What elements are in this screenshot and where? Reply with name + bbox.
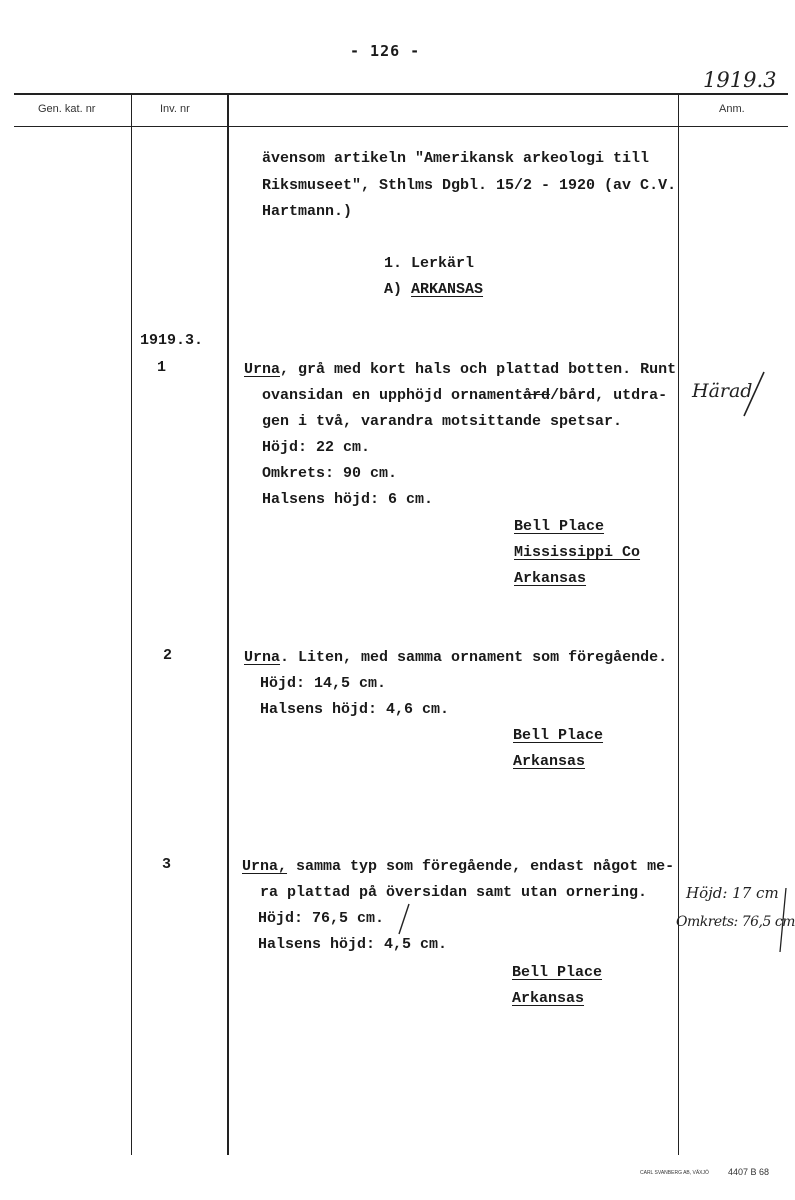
handwritten-bracket-mark — [776, 886, 790, 956]
entry-3-desc-1: samma typ som föregående, endast något me- — [287, 858, 675, 875]
handwritten-catalogue-id: 1919.3 — [703, 68, 777, 92]
entry-2-measure-2: Halsens höjd: 4,6 cm. — [260, 701, 450, 718]
column-header-inv-nr: Inv. nr — [160, 103, 190, 115]
entry-1-inv: 1 — [157, 359, 167, 376]
entry-1-line-3: gen i två, varandra motsittande spetsar. — [262, 413, 623, 430]
entry-2-inv: 2 — [163, 647, 173, 664]
entry-1-measure-2: Omkrets: 90 cm. — [262, 465, 398, 482]
entry-3-handwritten-note-2: Omkrets: 76,5 cm — [676, 914, 795, 930]
entry-1-measure-3: Halsens höjd: 6 cm. — [262, 491, 434, 508]
entry-1-place-1: Bell Place — [514, 518, 605, 535]
column-divider-2 — [227, 93, 229, 1155]
column-divider-3 — [678, 93, 679, 1155]
entry-2-sep: . — [280, 649, 290, 666]
entry-3-title: Urna — [242, 858, 279, 875]
entry-1-sep: , — [280, 361, 290, 378]
entry-3-inv: 3 — [162, 856, 172, 873]
column-header-anm: Anm. — [719, 103, 745, 115]
entry-3-line-2: ra plattad på översidan samt utan ornering. — [260, 884, 648, 901]
entry-1-place-2: Mississippi Co — [514, 544, 641, 561]
section-heading: 1. Lerkärl — [384, 255, 475, 272]
printer-imprint: CARL SVANBERG AB, VÄXJÖ — [640, 1170, 709, 1176]
entry-1-place-3: Arkansas — [514, 570, 587, 587]
entry-3-handwritten-note-1: Höjd: 17 cm — [686, 884, 779, 902]
entry-1-handwritten-note: Härad — [692, 380, 753, 402]
entry-2-title: Urna — [244, 649, 281, 666]
column-header-gen-kat-nr: Gen. kat. nr — [38, 103, 96, 115]
entry-2-place-1: Bell Place — [513, 727, 604, 744]
entry-1-line-1 — [244, 361, 676, 379]
entry-1-struck-text: ård — [523, 387, 551, 404]
catalogue-prefix: 1919.3. — [140, 332, 204, 349]
entry-1-desc-2a: ovansidan en upphöjd ornament — [262, 387, 524, 404]
subsection-title: ARKANSAS — [411, 281, 484, 298]
entry-1-line-2 — [262, 387, 667, 405]
entry-3-sep: , — [278, 858, 288, 875]
subsection-heading — [384, 281, 483, 299]
handwritten-slash-mark — [738, 370, 768, 420]
entry-1-desc-2b: /bård, utdra- — [550, 387, 668, 404]
entry-3-line-1 — [242, 858, 674, 876]
entry-1-title: Urna — [244, 361, 281, 378]
entry-3-place-1: Bell Place — [512, 964, 603, 981]
entry-2-place-2: Arkansas — [513, 753, 586, 770]
entry-1-desc-1: grå med kort hals och plattad botten. Runt — [289, 361, 677, 378]
page-number: - 126 - — [350, 42, 421, 60]
subsection-prefix: A) — [384, 281, 412, 298]
intro-line-2: Riksmuseet", Sthlms Dgbl. 15/2 - 1920 (av C.V. — [262, 177, 677, 194]
entry-3-measure-2: Halsens höjd: 4,5 cm. — [258, 936, 448, 953]
column-divider-1 — [131, 93, 132, 1155]
entry-1-measure-1: Höjd: 22 cm. — [262, 439, 371, 456]
entry-2-measure-1: Höjd: 14,5 cm. — [260, 675, 387, 692]
entry-2-line-1 — [244, 649, 667, 667]
form-number: 4407 B 68 — [728, 1167, 770, 1177]
entry-3-measure-1: Höjd: 76,5 cm. — [258, 910, 385, 927]
intro-line-1: ävensom artikeln "Amerikansk arkeologi till — [262, 150, 650, 167]
intro-line-3: Hartmann.) — [262, 203, 353, 220]
entry-2-desc-1: Liten, med samma ornament som föregående. — [289, 649, 668, 666]
entry-3-place-2: Arkansas — [512, 990, 585, 1007]
pencil-check-mark — [394, 902, 414, 936]
